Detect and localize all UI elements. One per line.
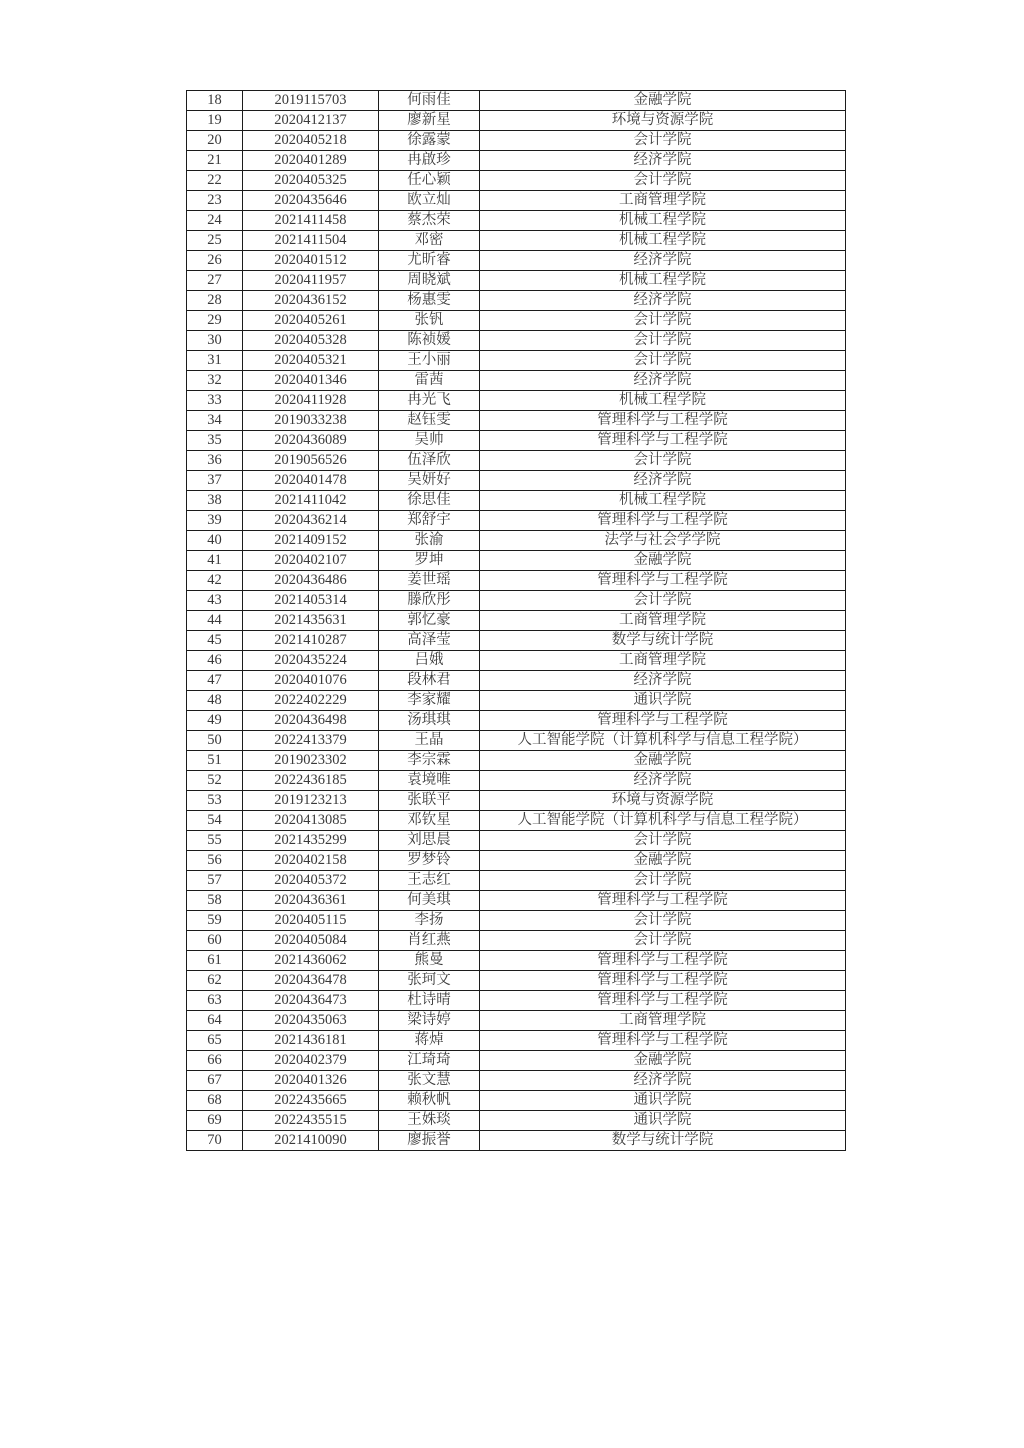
- cell-student-id: 2022436185: [243, 771, 379, 791]
- cell-row-number: 32: [187, 371, 243, 391]
- cell-row-number: 55: [187, 831, 243, 851]
- cell-student-id: 2020402107: [243, 551, 379, 571]
- cell-student-name: 欧立灿: [379, 191, 480, 211]
- cell-row-number: 66: [187, 1051, 243, 1071]
- cell-student-id: 2020413085: [243, 811, 379, 831]
- cell-row-number: 20: [187, 131, 243, 151]
- cell-row-number: 46: [187, 651, 243, 671]
- cell-student-id: 2020401076: [243, 671, 379, 691]
- cell-college-name: 会计学院: [480, 931, 846, 951]
- cell-college-name: 经济学院: [480, 251, 846, 271]
- cell-student-name: 张联平: [379, 791, 480, 811]
- cell-college-name: 管理科学与工程学院: [480, 711, 846, 731]
- cell-row-number: 51: [187, 751, 243, 771]
- cell-college-name: 会计学院: [480, 131, 846, 151]
- cell-college-name: 经济学院: [480, 771, 846, 791]
- cell-row-number: 40: [187, 531, 243, 551]
- table-row: [187, 251, 846, 271]
- cell-student-name: 吕娥: [379, 651, 480, 671]
- cell-row-number: 52: [187, 771, 243, 791]
- cell-row-number: 62: [187, 971, 243, 991]
- cell-college-name: 工商管理学院: [480, 611, 846, 631]
- table-row: [187, 331, 846, 351]
- cell-student-name: 王小丽: [379, 351, 480, 371]
- cell-college-name: 管理科学与工程学院: [480, 951, 846, 971]
- table-row: [187, 191, 846, 211]
- table-row: [187, 1091, 846, 1111]
- cell-student-id: 2020401512: [243, 251, 379, 271]
- cell-student-id: 2020436498: [243, 711, 379, 731]
- cell-student-name: 张文慧: [379, 1071, 480, 1091]
- cell-college-name: 工商管理学院: [480, 651, 846, 671]
- cell-student-name: 邓密: [379, 231, 480, 251]
- cell-student-id: 2021411458: [243, 211, 379, 231]
- cell-row-number: 18: [187, 91, 243, 111]
- cell-student-id: 2020412137: [243, 111, 379, 131]
- table-row: [187, 451, 846, 471]
- cell-college-name: 机械工程学院: [480, 391, 846, 411]
- cell-college-name: 管理科学与工程学院: [480, 511, 846, 531]
- cell-college-name: 机械工程学院: [480, 491, 846, 511]
- table-row: [187, 1031, 846, 1051]
- cell-college-name: 人工智能学院（计算机科学与信息工程学院）: [480, 811, 846, 831]
- table-row: [187, 531, 846, 551]
- cell-row-number: 30: [187, 331, 243, 351]
- cell-student-name: 罗梦铃: [379, 851, 480, 871]
- table-row: [187, 1011, 846, 1031]
- cell-college-name: 管理科学与工程学院: [480, 1031, 846, 1051]
- cell-student-name: 梁诗婷: [379, 1011, 480, 1031]
- cell-student-name: 王晶: [379, 731, 480, 751]
- cell-college-name: 机械工程学院: [480, 211, 846, 231]
- table-row: [187, 651, 846, 671]
- table-row: [187, 711, 846, 731]
- cell-college-name: 管理科学与工程学院: [480, 971, 846, 991]
- cell-college-name: 管理科学与工程学院: [480, 991, 846, 1011]
- cell-student-id: 2020401346: [243, 371, 379, 391]
- cell-student-id: 2021409152: [243, 531, 379, 551]
- cell-student-id: 2020435063: [243, 1011, 379, 1031]
- cell-college-name: 经济学院: [480, 151, 846, 171]
- table-row: [187, 671, 846, 691]
- cell-college-name: 管理科学与工程学院: [480, 891, 846, 911]
- table-row: [187, 911, 846, 931]
- cell-student-name: 段林君: [379, 671, 480, 691]
- cell-row-number: 28: [187, 291, 243, 311]
- table-row: [187, 731, 846, 751]
- cell-student-id: 2020435646: [243, 191, 379, 211]
- cell-student-name: 王志红: [379, 871, 480, 891]
- cell-row-number: 24: [187, 211, 243, 231]
- cell-student-name: 徐露蒙: [379, 131, 480, 151]
- cell-row-number: 59: [187, 911, 243, 931]
- table-row: [187, 831, 846, 851]
- cell-row-number: 63: [187, 991, 243, 1011]
- cell-student-id: 2020411928: [243, 391, 379, 411]
- cell-student-name: 吴妍好: [379, 471, 480, 491]
- table-row: [187, 1051, 846, 1071]
- table-row: [187, 691, 846, 711]
- cell-student-name: 陈祯媛: [379, 331, 480, 351]
- cell-student-id: 2020436486: [243, 571, 379, 591]
- table-row: [187, 631, 846, 651]
- cell-student-name: 廖振誉: [379, 1131, 480, 1151]
- cell-student-id: 2020436478: [243, 971, 379, 991]
- cell-college-name: 会计学院: [480, 311, 846, 331]
- cell-row-number: 48: [187, 691, 243, 711]
- cell-student-name: 张渝: [379, 531, 480, 551]
- table-row: [187, 491, 846, 511]
- cell-college-name: 经济学院: [480, 1071, 846, 1091]
- cell-college-name: 管理科学与工程学院: [480, 431, 846, 451]
- cell-student-name: 何雨佳: [379, 91, 480, 111]
- cell-college-name: 人工智能学院（计算机科学与信息工程学院）: [480, 731, 846, 751]
- cell-student-name: 李家耀: [379, 691, 480, 711]
- table-row: [187, 351, 846, 371]
- student-roster-table: [186, 90, 846, 1151]
- cell-student-id: 2021410090: [243, 1131, 379, 1151]
- cell-student-id: 2019123213: [243, 791, 379, 811]
- cell-row-number: 58: [187, 891, 243, 911]
- cell-student-id: 2020405372: [243, 871, 379, 891]
- cell-student-name: 肖红燕: [379, 931, 480, 951]
- cell-student-name: 王姝琰: [379, 1111, 480, 1131]
- cell-college-name: 数学与统计学院: [480, 1131, 846, 1151]
- cell-college-name: 金融学院: [480, 551, 846, 571]
- cell-student-id: 2022413379: [243, 731, 379, 751]
- cell-college-name: 通识学院: [480, 691, 846, 711]
- cell-student-id: 2020405261: [243, 311, 379, 331]
- cell-row-number: 54: [187, 811, 243, 831]
- cell-row-number: 31: [187, 351, 243, 371]
- cell-student-id: 2021436062: [243, 951, 379, 971]
- cell-college-name: 金融学院: [480, 751, 846, 771]
- cell-student-name: 周晓斌: [379, 271, 480, 291]
- cell-student-id: 2020405321: [243, 351, 379, 371]
- cell-row-number: 44: [187, 611, 243, 631]
- cell-student-id: 2020436473: [243, 991, 379, 1011]
- cell-student-id: 2020405084: [243, 931, 379, 951]
- cell-student-name: 尤昕睿: [379, 251, 480, 271]
- cell-student-name: 熊曼: [379, 951, 480, 971]
- cell-student-name: 杨惠雯: [379, 291, 480, 311]
- cell-row-number: 37: [187, 471, 243, 491]
- cell-student-name: 吴帅: [379, 431, 480, 451]
- cell-student-name: 邓钦星: [379, 811, 480, 831]
- cell-student-name: 任心颖: [379, 171, 480, 191]
- cell-row-number: 29: [187, 311, 243, 331]
- cell-student-name: 姜世瑶: [379, 571, 480, 591]
- cell-student-name: 雷茜: [379, 371, 480, 391]
- cell-row-number: 53: [187, 791, 243, 811]
- cell-college-name: 会计学院: [480, 591, 846, 611]
- cell-student-name: 江琦琦: [379, 1051, 480, 1071]
- cell-student-id: 2020436152: [243, 291, 379, 311]
- cell-row-number: 41: [187, 551, 243, 571]
- cell-student-name: 徐思佳: [379, 491, 480, 511]
- table-row: [187, 371, 846, 391]
- cell-student-id: 2021435299: [243, 831, 379, 851]
- table-row: [187, 171, 846, 191]
- cell-student-id: 2020401478: [243, 471, 379, 491]
- cell-student-id: 2022402229: [243, 691, 379, 711]
- cell-student-id: 2019115703: [243, 91, 379, 111]
- table-row: [187, 931, 846, 951]
- cell-college-name: 通识学院: [480, 1091, 846, 1111]
- table-row: [187, 151, 846, 171]
- table-row: [187, 91, 846, 111]
- table-row: [187, 511, 846, 531]
- cell-student-id: 2022435515: [243, 1111, 379, 1131]
- cell-student-id: 2020411957: [243, 271, 379, 291]
- cell-college-name: 管理科学与工程学院: [480, 411, 846, 431]
- cell-college-name: 会计学院: [480, 831, 846, 851]
- cell-student-name: 张钒: [379, 311, 480, 331]
- cell-student-id: 2020405115: [243, 911, 379, 931]
- table-row: [187, 591, 846, 611]
- cell-row-number: 56: [187, 851, 243, 871]
- cell-row-number: 39: [187, 511, 243, 531]
- cell-student-name: 何美琪: [379, 891, 480, 911]
- cell-student-name: 蒋焯: [379, 1031, 480, 1051]
- table-row: [187, 271, 846, 291]
- cell-student-name: 李宗霖: [379, 751, 480, 771]
- cell-row-number: 27: [187, 271, 243, 291]
- table-row: [187, 571, 846, 591]
- cell-row-number: 22: [187, 171, 243, 191]
- cell-student-name: 郑舒宇: [379, 511, 480, 531]
- cell-college-name: 通识学院: [480, 1111, 846, 1131]
- cell-student-id: 2020405218: [243, 131, 379, 151]
- cell-row-number: 50: [187, 731, 243, 751]
- cell-student-name: 刘思晨: [379, 831, 480, 851]
- cell-row-number: 69: [187, 1111, 243, 1131]
- cell-student-name: 冉光飞: [379, 391, 480, 411]
- cell-row-number: 38: [187, 491, 243, 511]
- cell-college-name: 会计学院: [480, 351, 846, 371]
- cell-row-number: 36: [187, 451, 243, 471]
- cell-student-id: 2021435631: [243, 611, 379, 631]
- cell-row-number: 61: [187, 951, 243, 971]
- cell-college-name: 环境与资源学院: [480, 111, 846, 131]
- cell-college-name: 管理科学与工程学院: [480, 571, 846, 591]
- cell-row-number: 65: [187, 1031, 243, 1051]
- cell-student-id: 2021410287: [243, 631, 379, 651]
- table-row: [187, 291, 846, 311]
- table-row: [187, 411, 846, 431]
- table-row: [187, 791, 846, 811]
- cell-college-name: 会计学院: [480, 911, 846, 931]
- table-row: [187, 811, 846, 831]
- cell-student-id: 2021411504: [243, 231, 379, 251]
- cell-row-number: 45: [187, 631, 243, 651]
- cell-student-id: 2020405325: [243, 171, 379, 191]
- cell-student-name: 伍泽欣: [379, 451, 480, 471]
- cell-college-name: 机械工程学院: [480, 231, 846, 251]
- cell-row-number: 26: [187, 251, 243, 271]
- cell-college-name: 经济学院: [480, 671, 846, 691]
- cell-row-number: 67: [187, 1071, 243, 1091]
- cell-student-id: 2020401326: [243, 1071, 379, 1091]
- cell-college-name: 法学与社会学学院: [480, 531, 846, 551]
- cell-student-name: 赖秋帆: [379, 1091, 480, 1111]
- table-row: [187, 951, 846, 971]
- cell-student-id: 2021411042: [243, 491, 379, 511]
- table-row: [187, 751, 846, 771]
- table-row: [187, 111, 846, 131]
- cell-row-number: 57: [187, 871, 243, 891]
- cell-student-id: 2020435224: [243, 651, 379, 671]
- cell-college-name: 会计学院: [480, 871, 846, 891]
- cell-student-name: 高泽莹: [379, 631, 480, 651]
- cell-student-name: 蔡杰荣: [379, 211, 480, 231]
- cell-college-name: 会计学院: [480, 331, 846, 351]
- cell-student-id: 2019023302: [243, 751, 379, 771]
- table-row: [187, 211, 846, 231]
- cell-student-name: 赵钰雯: [379, 411, 480, 431]
- cell-college-name: 金融学院: [480, 1051, 846, 1071]
- table-row: [187, 891, 846, 911]
- table-row: [187, 871, 846, 891]
- cell-student-id: 2020402158: [243, 851, 379, 871]
- cell-student-id: 2020436089: [243, 431, 379, 451]
- cell-student-name: 袁境唯: [379, 771, 480, 791]
- cell-college-name: 会计学院: [480, 451, 846, 471]
- cell-college-name: 机械工程学院: [480, 271, 846, 291]
- cell-college-name: 工商管理学院: [480, 191, 846, 211]
- cell-row-number: 64: [187, 1011, 243, 1031]
- table-row: [187, 971, 846, 991]
- table-row: [187, 1131, 846, 1151]
- cell-student-name: 李扬: [379, 911, 480, 931]
- table-row: [187, 131, 846, 151]
- cell-student-id: 2019056526: [243, 451, 379, 471]
- table-row: [187, 391, 846, 411]
- cell-college-name: 数学与统计学院: [480, 631, 846, 651]
- table-row: [187, 231, 846, 251]
- cell-college-name: 金融学院: [480, 91, 846, 111]
- cell-student-id: 2020401289: [243, 151, 379, 171]
- cell-row-number: 60: [187, 931, 243, 951]
- table-row: [187, 471, 846, 491]
- cell-student-name: 滕欣彤: [379, 591, 480, 611]
- cell-student-id: 2019033238: [243, 411, 379, 431]
- cell-row-number: 33: [187, 391, 243, 411]
- cell-row-number: 21: [187, 151, 243, 171]
- cell-college-name: 经济学院: [480, 371, 846, 391]
- cell-row-number: 43: [187, 591, 243, 611]
- cell-student-id: 2020436214: [243, 511, 379, 531]
- cell-row-number: 23: [187, 191, 243, 211]
- cell-student-id: 2020405328: [243, 331, 379, 351]
- table-row: [187, 991, 846, 1011]
- cell-row-number: 42: [187, 571, 243, 591]
- cell-college-name: 会计学院: [480, 171, 846, 191]
- cell-student-name: 杜诗晴: [379, 991, 480, 1011]
- table-row: [187, 771, 846, 791]
- table-row: [187, 611, 846, 631]
- cell-row-number: 19: [187, 111, 243, 131]
- cell-row-number: 25: [187, 231, 243, 251]
- table-row: [187, 431, 846, 451]
- cell-student-id: 2021405314: [243, 591, 379, 611]
- cell-student-id: 2020402379: [243, 1051, 379, 1071]
- table-row: [187, 1111, 846, 1131]
- cell-student-id: 2020436361: [243, 891, 379, 911]
- cell-row-number: 68: [187, 1091, 243, 1111]
- cell-row-number: 35: [187, 431, 243, 451]
- table-row: [187, 311, 846, 331]
- cell-row-number: 34: [187, 411, 243, 431]
- cell-student-name: 冉啟珍: [379, 151, 480, 171]
- cell-row-number: 49: [187, 711, 243, 731]
- cell-student-name: 张珂文: [379, 971, 480, 991]
- cell-row-number: 47: [187, 671, 243, 691]
- cell-student-id: 2022435665: [243, 1091, 379, 1111]
- table-row: [187, 1071, 846, 1091]
- cell-row-number: 70: [187, 1131, 243, 1151]
- cell-student-name: 郭忆豪: [379, 611, 480, 631]
- cell-college-name: 经济学院: [480, 471, 846, 491]
- table-row: [187, 551, 846, 571]
- cell-student-name: 罗坤: [379, 551, 480, 571]
- cell-college-name: 环境与资源学院: [480, 791, 846, 811]
- cell-student-id: 2021436181: [243, 1031, 379, 1051]
- cell-college-name: 金融学院: [480, 851, 846, 871]
- cell-college-name: 工商管理学院: [480, 1011, 846, 1031]
- cell-college-name: 经济学院: [480, 291, 846, 311]
- cell-student-name: 廖新星: [379, 111, 480, 131]
- roster-body: [187, 91, 846, 1151]
- cell-student-name: 汤琪琪: [379, 711, 480, 731]
- table-row: [187, 851, 846, 871]
